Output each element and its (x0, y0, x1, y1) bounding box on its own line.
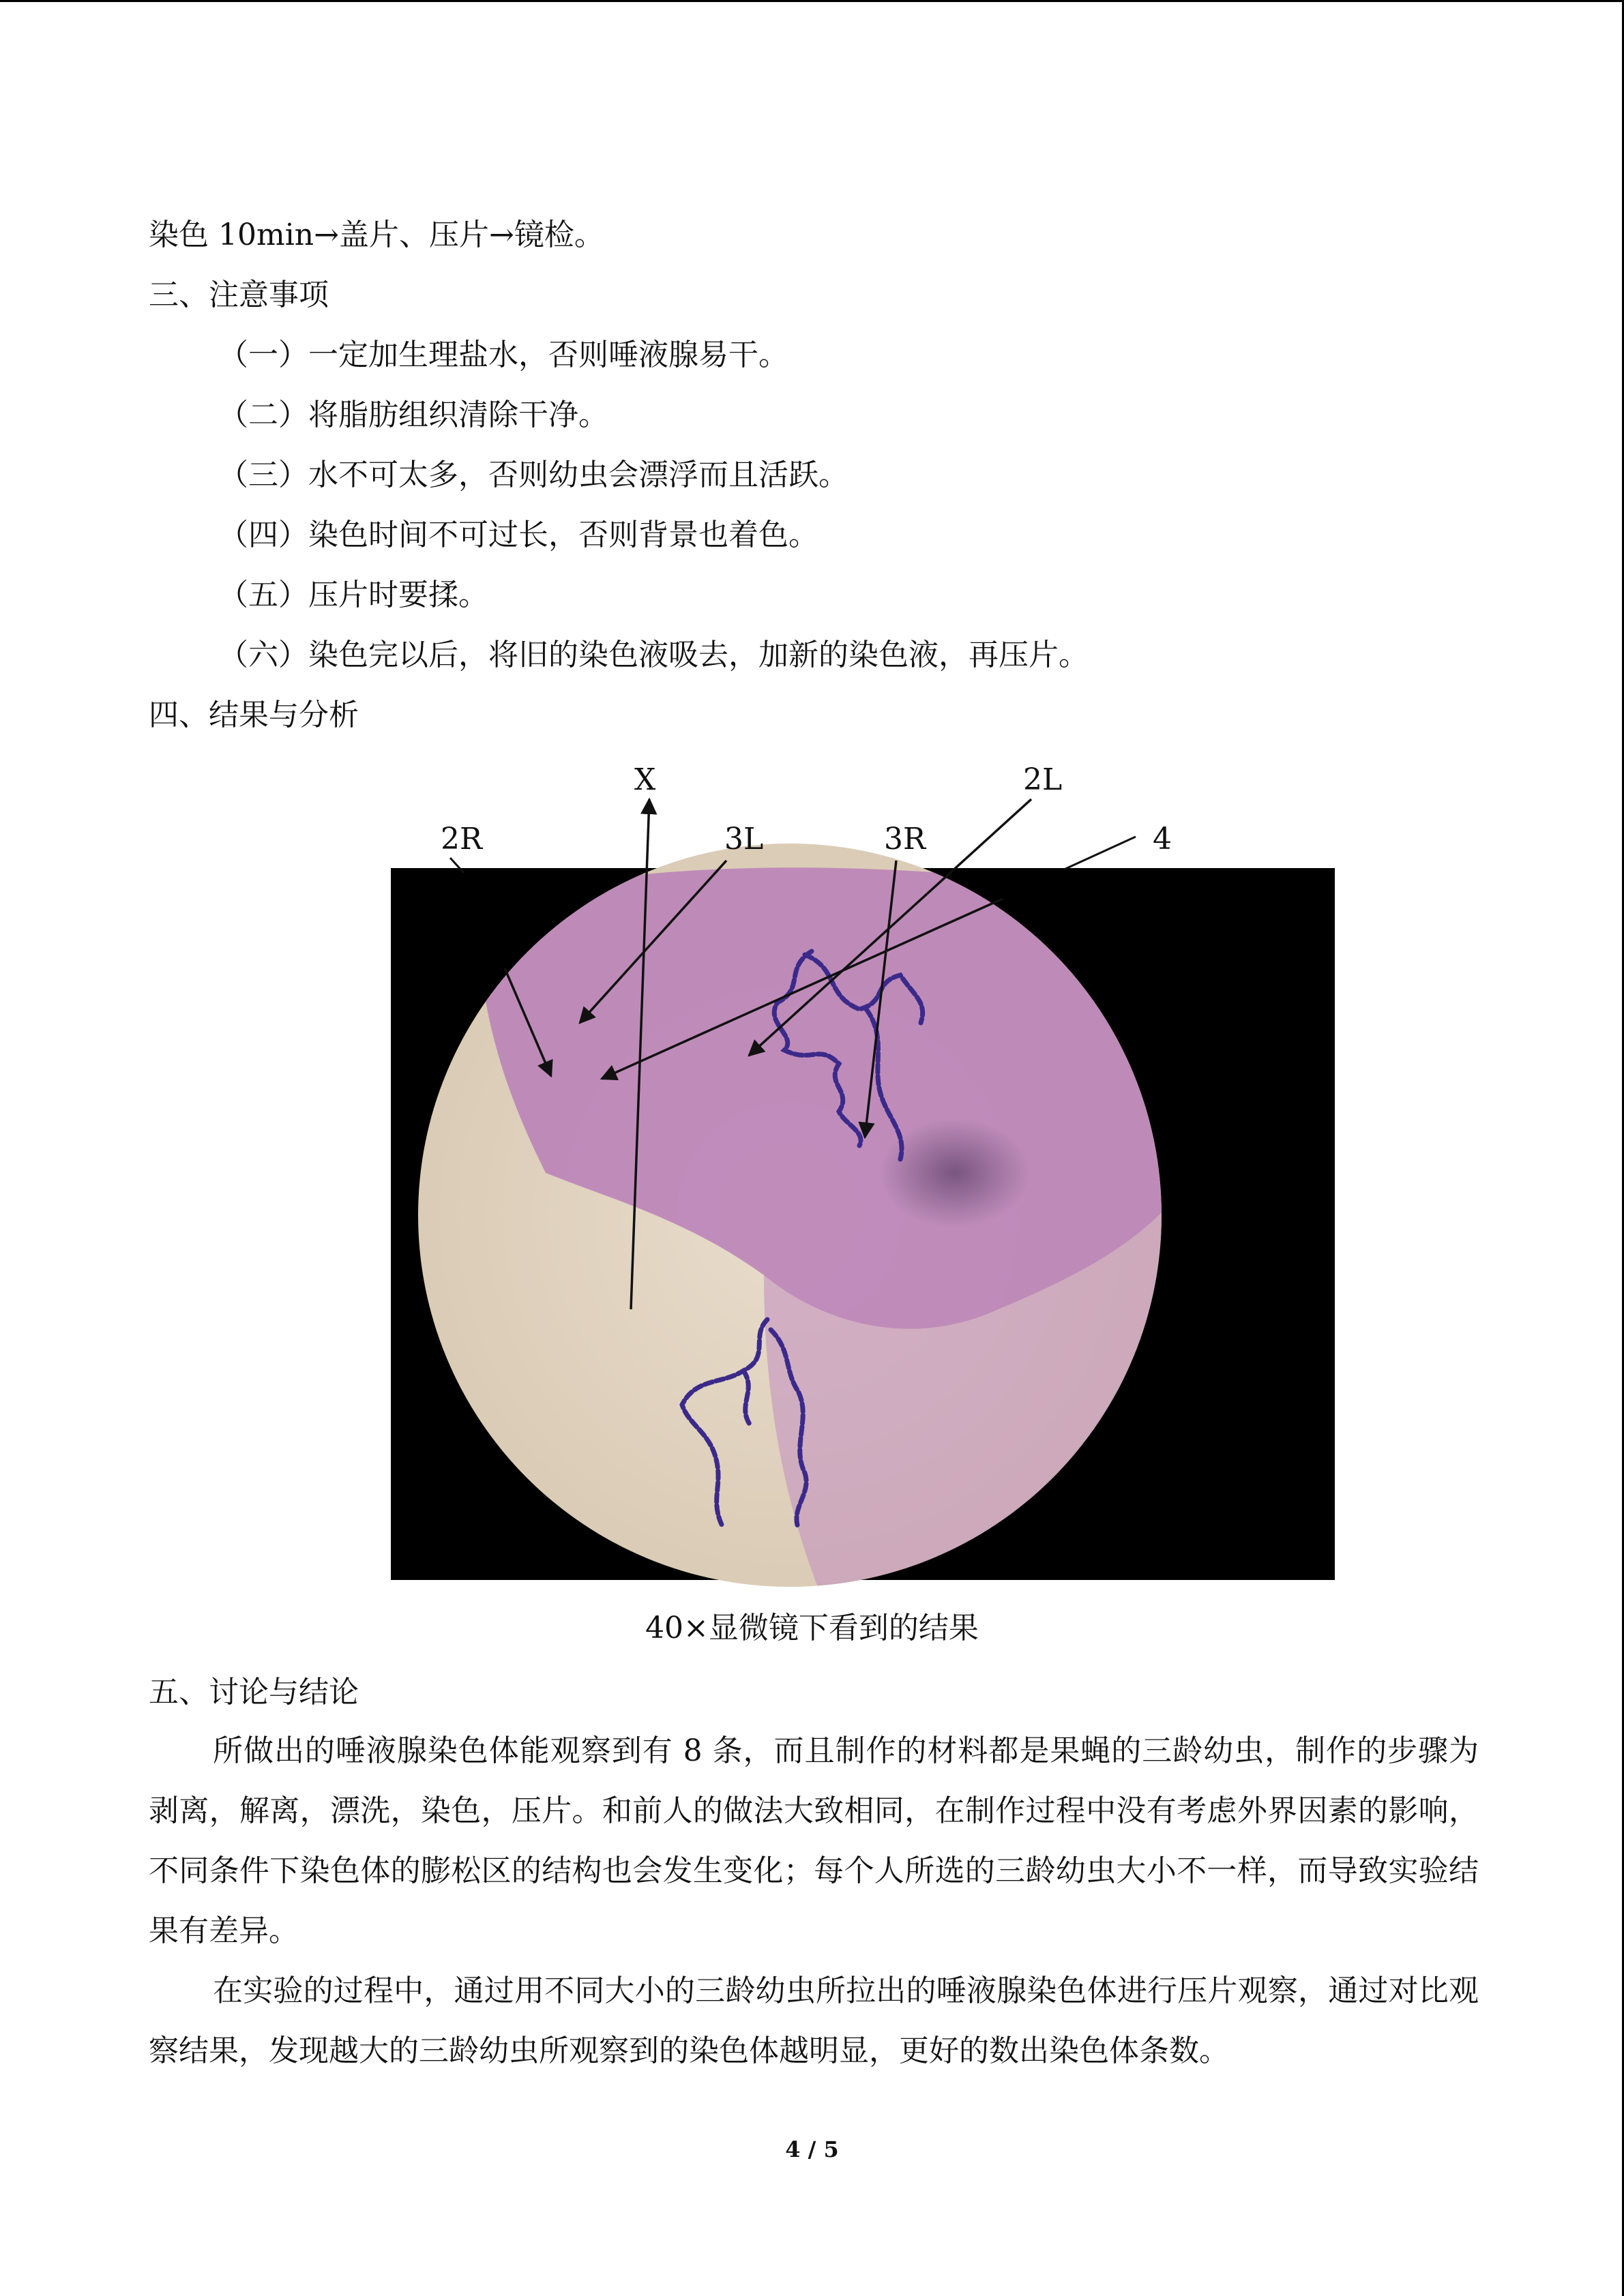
note-item-4: （四）染色时间不可过长，否则背景也着色。 (218, 518, 818, 552)
note-item-2: （二）将脂肪组织清除干净。 (218, 398, 608, 432)
note-item-6: （六）染色完以后，将旧的染色液吸去，加新的染色液，再压片。 (218, 638, 1089, 672)
label-pointer-4 (1064, 837, 1136, 869)
label-3l: 3L (724, 822, 764, 856)
note-item-3: （三）水不可太多，否则幼虫会漂浮而且活跃。 (218, 458, 848, 492)
dark-spot (880, 1118, 1030, 1227)
page-number: 4 / 5 (785, 2136, 839, 2162)
figure-caption: 40×显微镜下看到的结果 (645, 1611, 979, 1645)
label-3r: 3R (884, 822, 926, 856)
section-heading-discussion: 五、讨论与结论 (149, 1675, 359, 1710)
label-4: 4 (1153, 822, 1172, 856)
discussion-paragraph-2: 在实验的过程中，通过用不同大小的三龄幼虫所拉出的唾液腺染色体进行压片观察，通过对比观察结果，发现越大的三龄幼虫所观察到的染色体越明显，更好的数出染色体条数。 (149, 1973, 1479, 2068)
note-item-1: （一）一定加生理盐水，否则唾液腺易干。 (218, 338, 788, 372)
label-2l: 2L (1023, 762, 1063, 797)
section-heading-results: 四、结果与分析 (149, 698, 359, 732)
discussion-paragraph-1: 所做出的唾液腺染色体能观察到有 8 条，而且制作的材料都是果蝇的三龄幼虫，制作的步骤为剥离，解离，漂洗，染色，压片。和前人的做法大致相同，在制作过程中没有考虑外界因素的影响，不同条件下染色体的膨松区的结构也会发生变化；每个人所选的三龄幼虫大小不一样，而导致实验结果有差异。 (149, 1733, 1479, 1948)
label-x: X (634, 762, 656, 797)
section-heading-notes: 三、注意事项 (149, 278, 329, 312)
text-line-staining-step: 染色 10min→盖片、压片→镜检。 (149, 218, 604, 252)
note-item-5: （五）压片时要揉。 (218, 578, 488, 612)
label-2r: 2R (441, 822, 483, 856)
